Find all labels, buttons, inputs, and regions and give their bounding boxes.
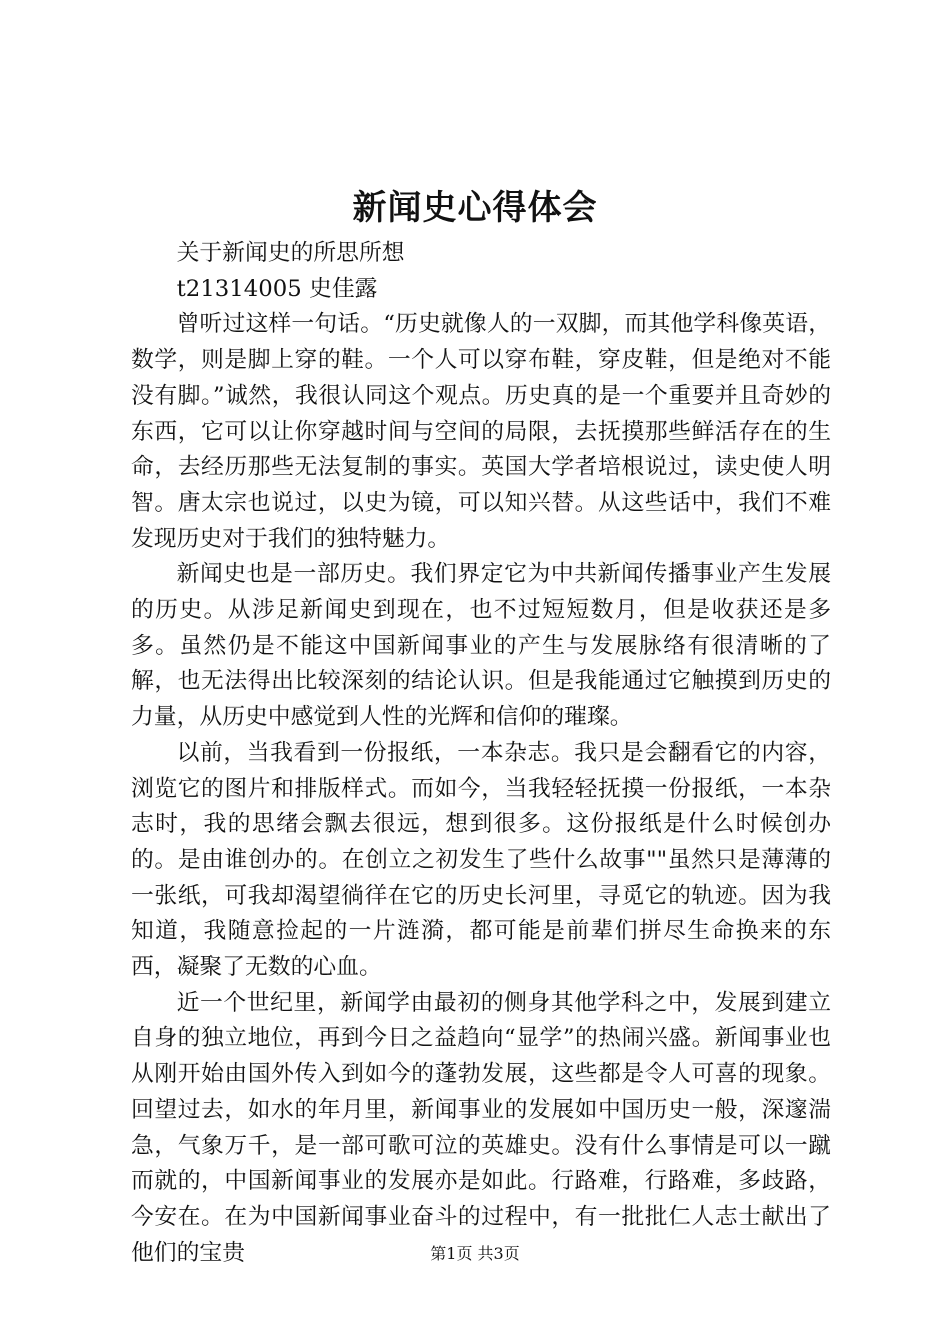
author-line: t21314005 史佳露: [176, 275, 378, 302]
subtitle-line: 关于新闻史的所思所想: [176, 240, 405, 266]
paragraph-4: 近一个世纪里，新闻学由最初的侧身其他学科之中，发展到建立自身的独立地位，再到今日之益趋向“显学”的热闹兴盛。新闻事业也从刚开始由国外传入到如今的蓬勃发展，这些都是令人可喜的现象。回望过去，如水的年月里，新闻事业的发展如中国历史一般，深邃湍急，气象万千，是一部可歌可泣的英雄史。没有什么事情是可以一蹴而就的，中国新闻事业的发展亦是如此。行路难，行路难，多歧路，今安在。在为中国新闻事业奋斗的过程中，有一批批仁人志士献出了他们的宝贵: [131, 989, 831, 1266]
paragraph-1: 曾听过这样一句话。“历史就像人的一双脚，而其他学科像英语，数学，则是脚上穿的鞋。一个人可以穿布鞋，穿皮鞋，但是绝对不能没有脚。”诚然，我很认同这个观点。历史真的是一个重要并且奇妙的东西，它可以让你穿越时间与空间的局限，去抚摸那些鲜活存在的生命，去经历那些无法复制的事实。英国大学者培根说过，读史使人明智。唐太宗也说过，以史为镜，可以知兴替。从这些话中，我们不难发现历史对于我们的独特魅力。: [131, 311, 831, 552]
paragraph-2: 新闻史也是一部历史。我们界定它为中共新闻传播事业产生发展的历史。从涉足新闻史到现在，也不过短短数月，但是收获还是多多。虽然仍是不能这中国新闻事业的产生与发展脉络有很清晰的了解，也无法得出比较深刻的结论认识。但是我能通过它触摸到历史的力量，从历史中感觉到人性的光辉和信仰的璀璨。: [131, 561, 831, 731]
paragraph-3: 以前，当我看到一份报纸，一本杂志。我只是会翻看它的内容，浏览它的图片和排版样式。而如今，当我轻轻抚摸一份报纸，一本杂志时，我的思绪会飘去很远，想到很多。这份报纸是什么时候创办的。是由谁创办的。在创立之初发生了些什么故事""虽然只是薄薄的一张纸，可我却渴望徜徉在它的历史长河里，寻觅它的轨迹。因为我知道，我随意捡起的一片涟漪，都可能是前辈们拼尽生命换来的东西，凝聚了无数的心血。: [131, 739, 831, 981]
page-footer: 第1页 共3页: [430, 1244, 520, 1263]
document-title: 新闻史心得体会: [352, 188, 598, 228]
document-body: [131, 236, 831, 1271]
